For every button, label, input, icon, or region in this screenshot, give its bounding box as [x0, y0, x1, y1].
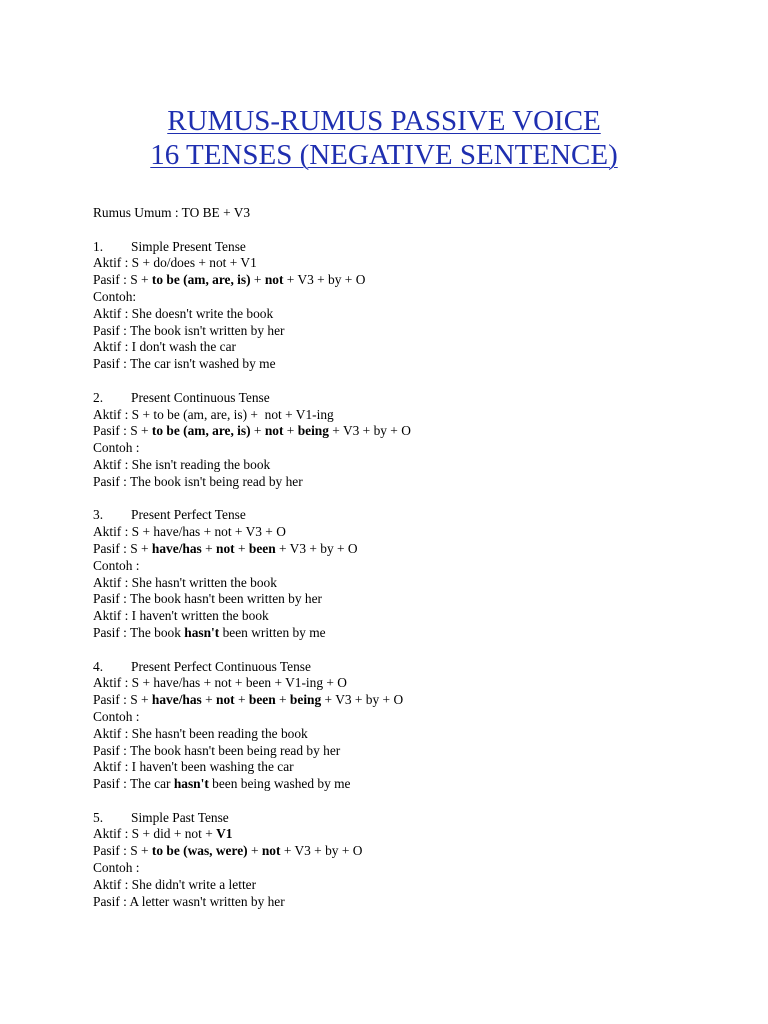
pasif-formula: Pasif : S + to be (am, are, is) + not + being + V3 + by + O [93, 423, 411, 439]
section-name: Present Perfect Tense [131, 507, 246, 523]
contoh-label: Contoh : [93, 708, 140, 724]
example-line: Pasif : The book hasn't been written by me [93, 624, 326, 640]
general-formula: Rumus Umum : TO BE + V3 [93, 205, 251, 220]
example-line: Aktif : She hasn't been reading the book [93, 725, 308, 741]
title-line-2: 16 TENSES (NEGATIVE SENTENCE) [150, 139, 618, 171]
example-line: Pasif : A letter wasn't written by her [93, 893, 285, 909]
section-heading [93, 659, 733, 676]
example-line: Pasif : The car isn't washed by me [93, 356, 276, 372]
pasif-formula: Pasif : S + to be (am, are, is) + not + V3 + by + O [93, 272, 366, 288]
pasif-formula: Pasif : S + to be (was, were) + not + V3 + by + O [93, 843, 363, 859]
section-name: Present Perfect Continuous Tense [131, 658, 311, 674]
example-line: Aktif : I haven't written the book [93, 608, 269, 624]
aktif-formula: Aktif : S + have/has + not + V3 + O [93, 524, 286, 540]
example-line: Pasif : The car hasn't been being washed by me [93, 776, 351, 792]
pasif-formula: Pasif : S + have/has + not + been + being + V3 + by + O [93, 692, 404, 708]
aktif-formula: Aktif : S + do/does + not + V1 [93, 255, 257, 271]
contoh-label: Contoh: [93, 288, 137, 304]
section-number: 5. [93, 809, 104, 825]
example-line: Pasif : The book hasn't been being read by her [93, 742, 341, 758]
aktif-formula: Aktif : S + did + not + V1 [93, 826, 233, 842]
example-line: Aktif : She didn't write a letter [93, 876, 257, 892]
contoh-label: Contoh : [93, 860, 140, 876]
section-number: 4. [93, 658, 104, 674]
section-number: 3. [93, 507, 104, 523]
example-line: Aktif : She isn't reading the book [93, 456, 271, 472]
section-heading [93, 810, 733, 827]
example-line: Pasif : The book hasn't been written by her [93, 591, 323, 607]
document-body [93, 205, 733, 910]
section-heading [93, 390, 733, 407]
title-line-1: RUMUS-RUMUS PASSIVE VOICE [167, 105, 601, 137]
example-line: Aktif : She doesn't write the book [93, 305, 274, 321]
section-name: Simple Present Tense [131, 238, 246, 254]
section-number: 2. [93, 389, 104, 405]
section-heading [93, 239, 733, 256]
example-line: Aktif : I don't wash the car [93, 339, 236, 355]
aktif-formula: Aktif : S + have/has + not + been + V1-ing + O [93, 675, 347, 691]
section-heading [93, 507, 733, 524]
example-line: Aktif : I haven't been washing the car [93, 759, 294, 775]
example-line: Pasif : The book isn't written by her [93, 322, 285, 338]
document-title [0, 104, 768, 172]
section-number: 1. [93, 238, 104, 254]
pasif-formula: Pasif : S + have/has + not + been + V3 + by + O [93, 540, 358, 556]
example-line: Aktif : She hasn't written the book [93, 574, 277, 590]
example-line: Pasif : The book isn't being read by her [93, 473, 303, 489]
contoh-label: Contoh : [93, 440, 140, 456]
contoh-label: Contoh : [93, 557, 140, 573]
section-name: Present Continuous Tense [131, 389, 270, 405]
section-name: Simple Past Tense [131, 809, 229, 825]
aktif-formula: Aktif : S + to be (am, are, is) + not + V1-ing [93, 406, 334, 422]
